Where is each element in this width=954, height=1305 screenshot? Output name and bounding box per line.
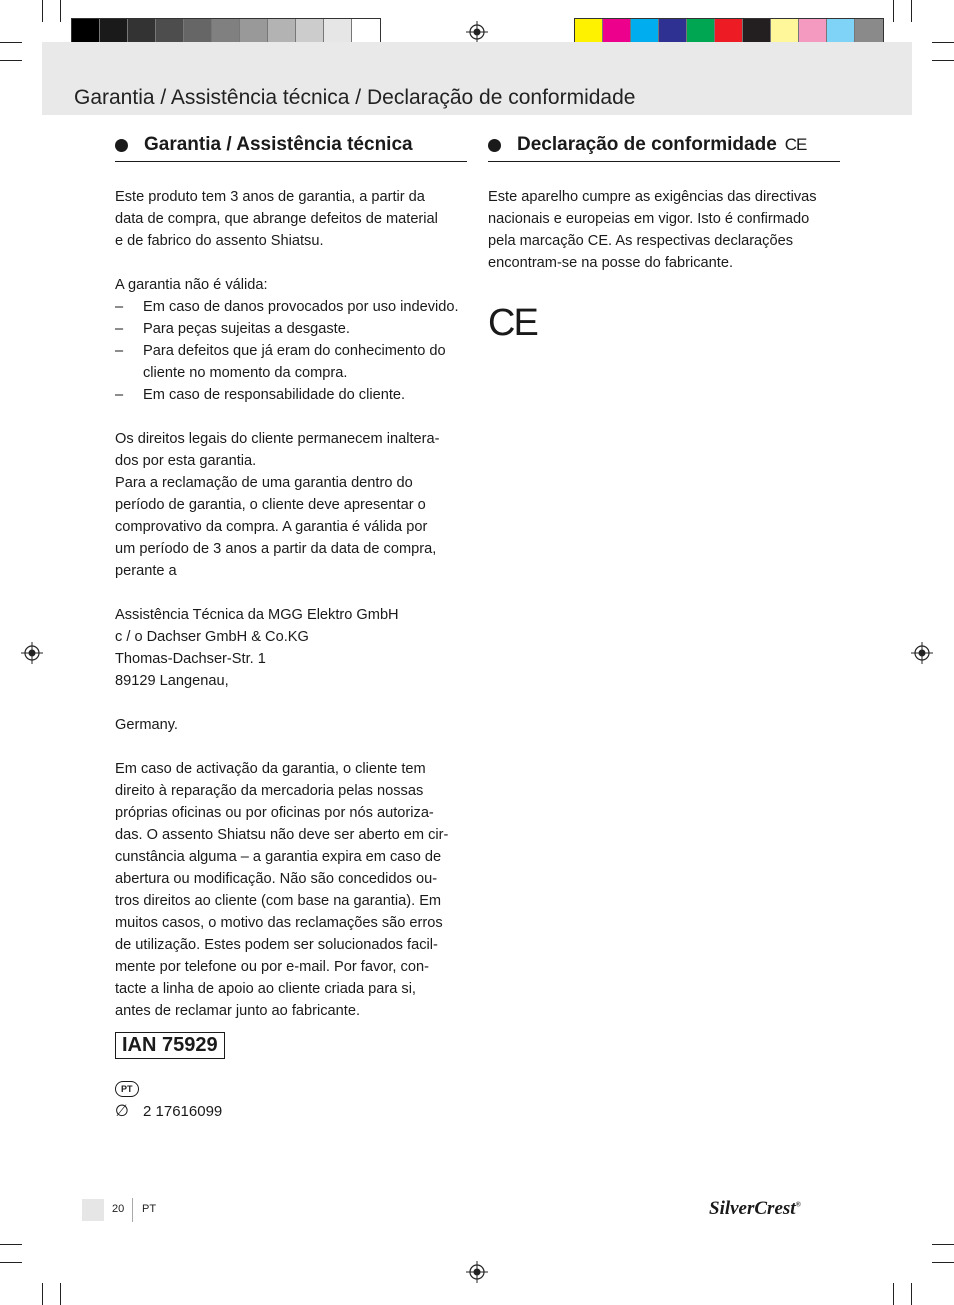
conformity-text: Este aparelho cumpre as exigências das directivas nacionais e europeias em vigor. Isto é confirmado pela marcação CE. As respectivas declarações encontram-se na posse do fabricante. [488, 189, 817, 271]
service-country: Germany. [115, 717, 178, 733]
ian-number: IAN 75929 [115, 1032, 225, 1059]
crop-mark [42, 1283, 43, 1305]
footer-box [82, 1199, 104, 1221]
warranty-activation-text: Em caso de activação da garantia, o cliente tem direito à reparação da mercadoria pelas nossas próprias oficinas ou por oficinas por nós autoriza- das. O assento Shiatsu não deve ser aberto em cir- cunstância alguma – a garantia expira em caso de abertura ou modificação. Não são concedidos ou- tros direitos ao cliente (com base na garantia). Em muitos casos, o motivo das reclamações são erros de utilização. Estes podem ser solucionados facil- mente por telefone ou por e-mail. Por favor, con- tacte a linha de apoio ao cliente criada para si, antes de reclamar junto ao fabricante. [115, 761, 449, 1019]
phone-icon: ∅ [115, 1103, 129, 1120]
warranty-intro: Este produto tem 3 anos de garantia, a partir da data de compra, que abrange defeitos de material e de fabrico do assento Shiatsu. [115, 189, 438, 249]
crop-mark [932, 42, 954, 43]
crop-mark [60, 0, 61, 22]
crop-mark [0, 60, 22, 61]
footer-divider [132, 1198, 133, 1222]
footer-language: PT [142, 1203, 157, 1215]
crop-mark [0, 1244, 22, 1245]
list-item: – Em caso de responsabilidade do cliente. [115, 384, 467, 406]
crop-mark [932, 1244, 954, 1245]
ce-mark-icon: CE [488, 302, 537, 344]
registration-mark-icon [911, 642, 933, 664]
claim-text: Para a reclamação de uma garantia dentro do período de garantia, o cliente deve apresentar o comprovativo da compra. A garantia é válida por um período de 3 anos a partir da data de compra, perante a [115, 475, 437, 579]
bullet-dot-icon [488, 139, 501, 152]
crop-mark [893, 0, 894, 22]
conformity-heading: Declaração de conformidade CE [488, 134, 840, 162]
crop-mark [60, 1283, 61, 1305]
crop-mark [932, 60, 954, 61]
registration-mark-icon [21, 642, 43, 664]
list-item: – Para peças sujeitas a desgaste. [115, 318, 467, 340]
crop-mark [0, 1262, 22, 1263]
warranty-column [115, 134, 467, 1121]
crop-mark [932, 1262, 954, 1263]
legal-rights-text: Os direitos legais do cliente permanecem inaltera- dos por esta garantia. [115, 431, 440, 469]
bullet-dot-icon [115, 139, 128, 152]
crop-mark [911, 1283, 912, 1305]
crop-mark [0, 42, 22, 43]
registration-mark-icon [466, 1261, 488, 1283]
crop-mark [911, 0, 912, 22]
hotline-number: 2 17616099 [143, 1102, 223, 1120]
warranty-heading: Garantia / Assistência técnica [115, 134, 467, 162]
list-item: – Para defeitos que já eram do conhecimento do cliente no momento da compra. [115, 340, 467, 384]
conformity-column [488, 134, 840, 342]
crop-mark [893, 1283, 894, 1305]
warranty-invalid-intro: A garantia não é válida: [115, 277, 268, 293]
ce-mark-icon: CE [784, 135, 807, 154]
registration-mark-icon [466, 21, 488, 43]
hotline-row [115, 1101, 467, 1121]
page-title: Garantia / Assistência técnica / Declaração de conformidade [74, 86, 636, 109]
service-address: Assistência Técnica da MGG Elektro GmbH c / o Dachser GmbH & Co.KG Thomas-Dachser-Str. 1 89129 Langenau, [115, 607, 399, 689]
warranty-invalid-list [115, 296, 467, 406]
page-number: 20 [112, 1203, 125, 1215]
brand-logo: SilverCrest® [709, 1198, 801, 1219]
country-badge: PT [115, 1081, 139, 1097]
list-item: – Em caso de danos provocados por uso indevido. [115, 296, 467, 318]
crop-mark [42, 0, 43, 22]
